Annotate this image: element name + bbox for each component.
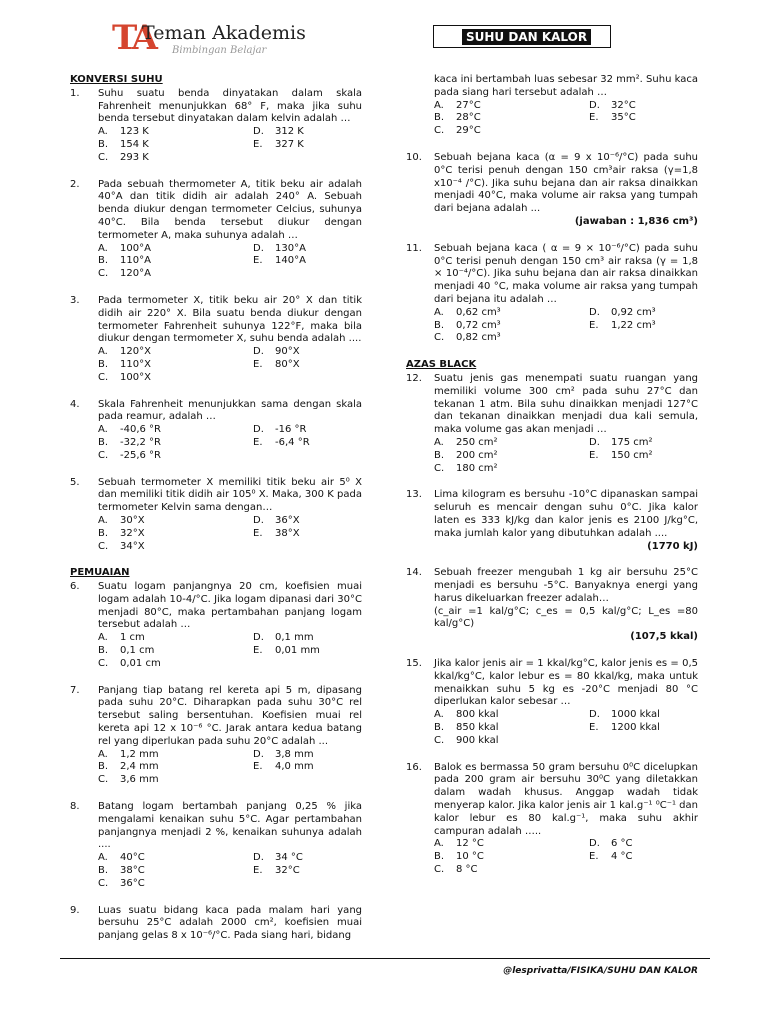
option-value: 32°C [611, 99, 636, 111]
option-letter: A. [434, 709, 444, 721]
option-letter: C. [98, 657, 109, 669]
answer-options [98, 346, 362, 384]
answer-options [98, 852, 362, 890]
answer-option [253, 632, 383, 645]
option-letter: E. [589, 319, 599, 331]
option-letter: D. [589, 436, 600, 448]
question-number: 5. [70, 476, 80, 488]
option-letter: E. [253, 255, 263, 267]
answer-options [434, 100, 698, 138]
question-constants: (c_air =1 kal/g°C; c_es = 0,5 kal/g°C; L_es =80 kal/g°C) [434, 605, 698, 630]
question-text: Suhu suatu benda dinyatakan dalam skala Fahrenheit menunjukkan 68° F, maka jika suhu benda tersebut dinyatakan dalam kelvin adalah … [98, 87, 362, 125]
question-item [406, 152, 698, 229]
answer-option [253, 139, 383, 152]
question-item [406, 658, 698, 748]
option-letter: D. [253, 852, 264, 864]
option-value: 250 cm² [456, 436, 498, 448]
option-letter: A. [98, 424, 108, 436]
question-number: 2. [70, 178, 80, 190]
question-number: 6. [70, 581, 80, 593]
option-letter: B. [434, 319, 445, 331]
answer-option [253, 865, 383, 878]
question-item [70, 905, 362, 943]
option-value: 0,82 cm³ [456, 332, 501, 344]
answer-option [253, 126, 383, 139]
option-letter: A. [98, 514, 108, 526]
option-value: 30°X [120, 514, 145, 526]
answer-option [434, 437, 589, 450]
option-letter: E. [253, 138, 263, 150]
option-value: 0,72 cm³ [456, 319, 501, 331]
answer-option [98, 528, 253, 541]
option-value: -6,4 °R [275, 436, 310, 448]
answer-options [434, 437, 698, 475]
option-value: 38°X [275, 527, 300, 539]
answer-option [434, 112, 589, 125]
option-letter: A. [98, 748, 108, 760]
question-text: Panjang tiap batang rel kereta api 5 m, dipasang pada suhu 20°C. Diharapkan pada suhu 30°C rel tersebut saling bersentuhan. Koefisien muai rel kereta api 12 x 10⁻⁶ °C. Jarak antara kedua batang rel yang diperlukan pada suhu 20°C adalah ... [98, 684, 362, 747]
option-letter: E. [253, 761, 263, 773]
question-item [70, 685, 362, 787]
option-letter: A. [434, 99, 444, 111]
option-letter: D. [253, 748, 264, 760]
option-value: 4 °C [611, 851, 633, 863]
answer-option [253, 645, 383, 658]
brand-logo [112, 18, 312, 60]
option-letter: B. [98, 138, 109, 150]
option-letter: B. [434, 851, 445, 863]
answer-option [98, 268, 253, 281]
question-item [406, 373, 698, 475]
option-value: 6 °C [611, 838, 633, 850]
option-value: 140°A [275, 255, 306, 267]
option-value: 850 kkal [456, 722, 499, 734]
answer-option [253, 852, 383, 865]
section-heading-konversi: KONVERSI SUHU [70, 74, 163, 85]
question-text: Suatu jenis gas menempati suatu ruangan yang memiliki volume 300 cm² pada suhu 27°C dan tekanan 1 atm. Bila suhu dinaikkan menjadi 127°C dan tekanan dinaikkan menjadi dua kali semula, maka volume gas akan menjadi … [434, 372, 698, 436]
option-letter: B. [98, 645, 109, 657]
option-value: 1 cm [120, 632, 145, 644]
question-text: Jika kalor jenis air = 1 kkal/kg°C, kalor jenis es = 0,5 kkal/kg°C, kalor lebur es = 80 kkal/kg, maka untuk menaikkan suhu 5 kg es -20°C menjadi 80 °C diperlukan kalor sebesar … [434, 658, 698, 708]
question-number: 15. [406, 658, 422, 670]
option-letter: C. [98, 449, 109, 461]
answer-option [98, 645, 253, 658]
option-letter: A. [434, 838, 444, 850]
answer-option [589, 722, 719, 735]
option-letter: B. [98, 527, 109, 539]
option-value: 150 cm² [611, 449, 653, 461]
answer-option [98, 774, 253, 787]
option-letter: E. [253, 358, 263, 370]
option-letter: D. [253, 346, 264, 358]
question-number: 1. [70, 87, 80, 99]
answer-option [98, 878, 253, 891]
option-letter: B. [98, 358, 109, 370]
answer-option [98, 632, 253, 645]
answer-option [589, 851, 719, 864]
answer-option [434, 100, 589, 113]
answer-option [434, 709, 589, 722]
answer-option [434, 450, 589, 463]
option-value: 327 K [275, 138, 304, 150]
option-letter: D. [253, 242, 264, 254]
footer-divider [60, 958, 710, 959]
option-letter: C. [98, 371, 109, 383]
option-letter: E. [253, 645, 263, 657]
option-value: 34 °C [275, 852, 303, 864]
answer-option [98, 372, 253, 385]
answer-option [98, 359, 253, 372]
answer-options [98, 749, 362, 787]
answer-options [98, 632, 362, 670]
question-number: 13. [406, 489, 422, 501]
question-number: 12. [406, 372, 422, 384]
option-value: 80°X [275, 358, 300, 370]
option-letter: C. [434, 462, 445, 474]
question-text: Balok es bermassa 50 gram bersuhu 0⁰C dicelupkan pada 200 gram air bersuhu 30⁰C yang diletakkan dalam wadah khusus. Anggap wadah tidak menyerap kalor. Jika kalor jenis air 1 kal.g⁻¹ ⁰C⁻¹ dan kalor lebur es 80 kal.g⁻¹, maka suhu akhir campuran adalah ….. [434, 761, 698, 837]
answer-key: (1770 kJ) [647, 540, 698, 552]
answer-option [253, 761, 383, 774]
option-letter: C. [98, 877, 109, 889]
answer-options [434, 838, 698, 876]
option-letter: E. [589, 722, 599, 734]
answer-option [98, 126, 253, 139]
option-letter: C. [434, 332, 445, 344]
question-item [406, 489, 698, 553]
answer-option [253, 424, 383, 437]
option-letter: C. [98, 268, 109, 280]
answer-option [589, 307, 719, 320]
option-letter: D. [589, 99, 600, 111]
option-letter: C. [434, 734, 445, 746]
answer-option [253, 749, 383, 762]
answer-options [98, 126, 362, 164]
answer-option [98, 243, 253, 256]
option-value: 0,01 cm [120, 657, 161, 669]
option-letter: D. [253, 126, 264, 138]
option-value: 120°X [120, 346, 151, 358]
option-value: 90°X [275, 346, 300, 358]
question-item [70, 295, 362, 385]
question-item [70, 399, 362, 463]
option-value: -25,6 °R [120, 449, 162, 461]
option-value: 38°C [120, 865, 145, 877]
option-letter: A. [98, 852, 108, 864]
option-value: 100°A [120, 242, 151, 254]
option-value: 4,0 mm [275, 761, 314, 773]
footer-text: @lesprivatta/FISIKA/SUHU DAN KALOR [503, 966, 698, 976]
answer-option [253, 243, 383, 256]
option-value: 32°C [275, 865, 300, 877]
question-number: 14. [406, 567, 422, 579]
answer-option [434, 307, 589, 320]
question-item [406, 243, 698, 345]
question-text: Sebuah termometer X memiliki titik beku air 5⁰ X dan memiliki titik didih air 105⁰ X. Maka, 300 K pada termometer Kelvin sama dengan… [98, 476, 362, 514]
question-item [70, 477, 362, 554]
answer-options [98, 424, 362, 462]
option-value: 800 kkal [456, 709, 499, 721]
option-value: 0,1 cm [120, 645, 155, 657]
option-value: 29°C [456, 125, 481, 137]
answer-option [253, 437, 383, 450]
option-letter: D. [589, 838, 600, 850]
option-value: 110°X [120, 358, 151, 370]
question-number: 10. [406, 151, 422, 163]
question-number: 4. [70, 398, 80, 410]
option-letter: A. [98, 242, 108, 254]
option-letter: E. [589, 851, 599, 863]
option-value: 35°C [611, 112, 636, 124]
question-text: Pada sebuah thermometer A, titik beku air adalah 40°A dan titik didih air adalah 240° A. Sebuah benda diukur dengan termometer Celcius, suhunya 40°C. Bila benda tersebut diukur dengan termometer A, maka suhunya adalah … [98, 178, 362, 241]
answer-option [98, 139, 253, 152]
left-column [70, 74, 362, 957]
answer-option [434, 125, 589, 138]
answer-option [589, 100, 719, 113]
option-value: 10 °C [456, 851, 484, 863]
option-value: 180 cm² [456, 462, 498, 474]
question-item [70, 581, 362, 671]
option-value: 1,22 cm³ [611, 319, 656, 331]
answer-options [434, 709, 698, 747]
option-letter: E. [253, 527, 263, 539]
option-letter: A. [98, 126, 108, 138]
option-letter: A. [98, 632, 108, 644]
question-item [406, 74, 698, 138]
option-value: 1200 kkal [611, 722, 660, 734]
option-letter: C. [98, 540, 109, 552]
question-text: Batang logam bertambah panjang 0,25 % jika mengalami kenaikan suhu 5°C. Agar pertambahan panjangnya menjadi 2 %, kenaikan suhunya adalah .... [98, 801, 362, 851]
question-text: Pada termometer X, titik beku air 20° X dan titik didih air 220° X. Bila suatu benda diukur dengan termometer Fahrenheit suhunya 122°F, maka bila diukur dengan termometer X, suhu benda adalah .... [98, 294, 362, 345]
answer-option [434, 851, 589, 864]
answer-option [98, 424, 253, 437]
answer-key: (jawaban : 1,836 cm³) [574, 215, 698, 227]
answer-option [98, 255, 253, 268]
option-value: 900 kkal [456, 734, 499, 746]
option-letter: C. [98, 774, 109, 786]
answer-options [98, 243, 362, 281]
option-letter: A. [98, 346, 108, 358]
option-letter: A. [434, 306, 444, 318]
option-value: 32°X [120, 527, 145, 539]
topic-title: SUHU DAN KALOR [462, 29, 591, 45]
option-letter: D. [253, 632, 264, 644]
answer-option [434, 320, 589, 333]
option-letter: B. [98, 436, 109, 448]
logo-mark-icon: TA [112, 18, 154, 58]
question-text: Suatu logam panjangnya 20 cm, koefisien muai logam adalah 10-4/°C. Jika logam dipanasi dari 30°C menjadi 80°C, maka pertambahan panjang logam tersebut adalah … [98, 581, 362, 631]
question-text: Sebuah bejana kaca ( α = 9 × 10⁻⁶/°C) pada suhu 0°C terisi penuh dengan 150 cm³ air raksa (γ = 1,8 × 10⁻⁴/°C). Jika suhu bejana dan air raksa dinaikkan menjadi 40 °C, maka volume air raksa yang tumpah dari bejana itu adalah … [434, 242, 698, 305]
question-text: Skala Fahrenheit menunjukkan sama dengan skala pada reamur, adalah … [98, 398, 362, 423]
question-number: 9. [70, 904, 80, 916]
question-text: Sebuah bejana kaca (α = 9 x 10⁻⁶/°C) pada suhu 0°C terisi penuh dengan 150 cm³air raksa (γ=1,8 x10⁻⁴ /°C). Jika suhu bejana dan air raksa dinaikkan menjadi 40°C, maka volume air raksa yang tumpah dari bejana adalah ... [434, 151, 698, 215]
question-text: Sebuah freezer mengubah 1 kg air bersuhu 25°C menjadi es bersuhu -5°C. Banyaknya energi yang harus dikeluarkan freezer adalah… [434, 567, 698, 604]
option-letter: C. [434, 125, 445, 137]
option-letter: D. [253, 514, 264, 526]
option-value: 175 cm² [611, 436, 653, 448]
option-letter: B. [98, 865, 109, 877]
option-value: 293 K [120, 151, 149, 163]
option-value: 123 K [120, 126, 149, 138]
answer-option [434, 722, 589, 735]
answer-option [98, 346, 253, 359]
option-letter: B. [434, 449, 445, 461]
answer-option [98, 761, 253, 774]
option-letter: B. [98, 255, 109, 267]
option-value: 154 K [120, 138, 149, 150]
option-value: 0,1 mm [275, 632, 314, 644]
option-letter: B. [434, 722, 445, 734]
option-letter: D. [589, 306, 600, 318]
brand-name: Teman Akademis [142, 22, 306, 44]
option-value: 8 °C [456, 864, 478, 876]
question-item [70, 88, 362, 165]
answer-option [589, 838, 719, 851]
answer-option [589, 450, 719, 463]
option-value: 12 °C [456, 838, 484, 850]
question-item [406, 567, 698, 644]
answer-option [98, 437, 253, 450]
answer-option [589, 112, 719, 125]
question-text: Lima kilogram es bersuhu -10°C dipanaskan sampai seluruh es mencair dengan suhu 0°C. Jika kalor laten es 333 kJ/kg dan kalor jenis es 2100 J/kg°C, maka jumlah kalor yang dibutuhkan adalah .... [434, 489, 698, 539]
brand-tagline: Bimbingan Belajar [172, 45, 267, 56]
question-text: kaca ini bertambah luas sebesar 32 mm². Suhu kaca pada siang hari tersebut adalah … [434, 74, 698, 98]
answer-option [98, 749, 253, 762]
answer-option [98, 852, 253, 865]
answer-option [98, 152, 253, 165]
option-value: 312 K [275, 126, 304, 138]
option-value: -16 °R [275, 424, 307, 436]
option-value: 200 cm² [456, 449, 498, 461]
answer-option [434, 463, 589, 476]
answer-option [434, 332, 589, 345]
answer-key: (107,5 kkal) [630, 631, 698, 643]
answer-option [98, 865, 253, 878]
question-item [406, 762, 698, 877]
option-letter: D. [253, 424, 264, 436]
option-value: 100°X [120, 371, 151, 383]
option-value: 0,62 cm³ [456, 306, 501, 318]
answer-option [253, 346, 383, 359]
option-value: 36°X [275, 514, 300, 526]
topic-title-box [433, 25, 611, 48]
section-heading-pemuaian: PEMUAIAN [70, 567, 130, 579]
answer-option [253, 528, 383, 541]
question-text: Luas suatu bidang kaca pada malam hari yang bersuhu 25°C adalah 2000 cm², koefisien muai panjang gelas 8 x 10⁻⁶/°C. Pada siang hari, bidang [98, 904, 362, 942]
option-letter: B. [434, 112, 445, 124]
option-value: -40,6 °R [120, 424, 162, 436]
answer-option [434, 838, 589, 851]
answer-option [589, 320, 719, 333]
right-column [406, 74, 698, 891]
option-letter: E. [253, 436, 263, 448]
answer-option [98, 450, 253, 463]
option-letter: B. [98, 761, 109, 773]
answer-options [434, 307, 698, 345]
option-value: 0,92 cm³ [611, 306, 656, 318]
question-item [70, 179, 362, 281]
option-value: 2,4 mm [120, 761, 159, 773]
answer-option [589, 709, 719, 722]
section-heading-azas-black: AZAS BLACK [406, 359, 477, 371]
option-letter: E. [589, 449, 599, 461]
option-value: 130°A [275, 242, 306, 254]
option-value: 120°A [120, 268, 151, 280]
option-value: 27°C [456, 99, 481, 111]
option-letter: E. [253, 865, 263, 877]
option-value: 36°C [120, 877, 145, 889]
answer-option [98, 515, 253, 528]
question-number: 11. [406, 242, 422, 254]
option-value: 0,01 mm [275, 645, 320, 657]
option-value: 28°C [456, 112, 481, 124]
option-letter: D. [589, 709, 600, 721]
option-value: 1000 kkal [611, 709, 660, 721]
question-number: 3. [70, 294, 80, 306]
answer-option [98, 658, 253, 671]
option-value: 40°C [120, 852, 145, 864]
option-value: 110°A [120, 255, 151, 267]
option-value: 34°X [120, 540, 145, 552]
question-number: 8. [70, 801, 80, 813]
answer-option [434, 735, 589, 748]
option-letter: A. [434, 436, 444, 448]
answer-option [98, 541, 253, 554]
option-value: 3,6 mm [120, 774, 159, 786]
option-letter: C. [434, 864, 445, 876]
option-value: 3,8 mm [275, 748, 314, 760]
question-item [70, 801, 362, 891]
question-number: 16. [406, 761, 422, 773]
answer-option [434, 864, 589, 877]
answer-option [589, 437, 719, 450]
option-value: 1,2 mm [120, 748, 159, 760]
answer-option [253, 515, 383, 528]
option-letter: E. [589, 112, 599, 124]
answer-options [98, 515, 362, 553]
answer-option [253, 359, 383, 372]
option-value: -32,2 °R [120, 436, 162, 448]
answer-option [253, 255, 383, 268]
question-number: 7. [70, 684, 80, 696]
option-letter: C. [98, 151, 109, 163]
